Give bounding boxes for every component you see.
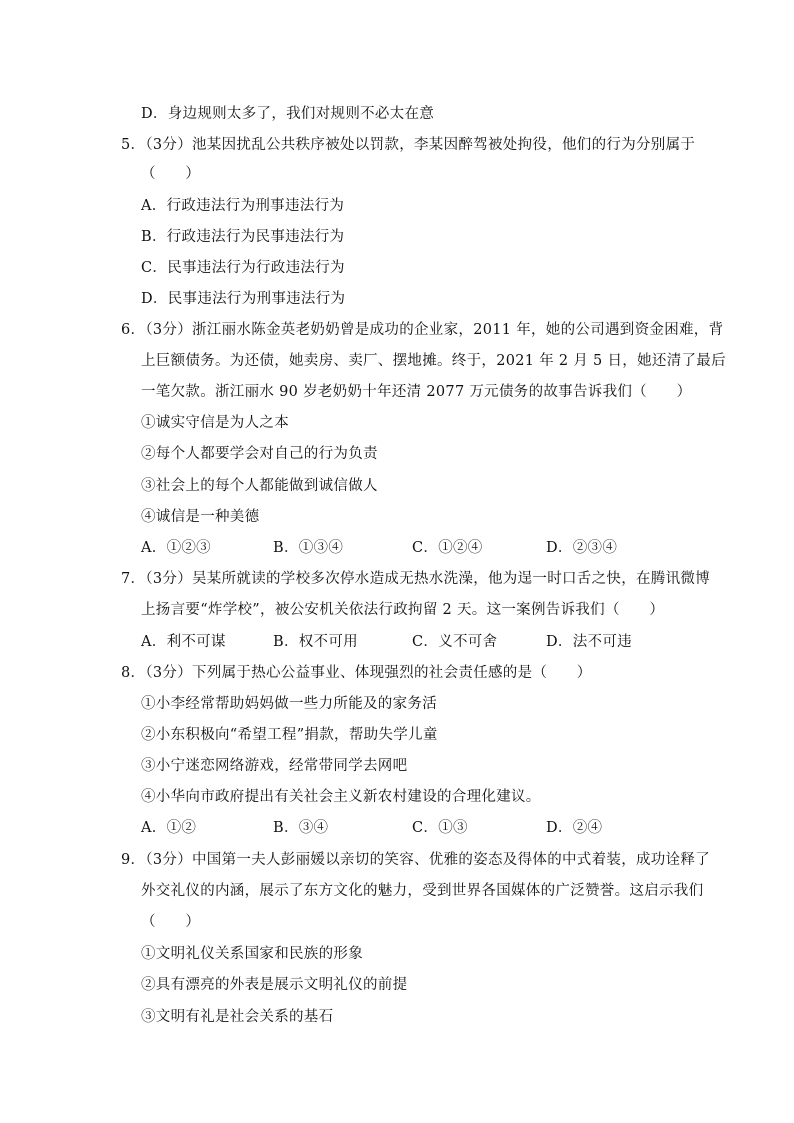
q5-option-d: D．民事违法行为刑事违法行为 [141, 291, 346, 307]
q6-option-c: C．①②④ [412, 540, 483, 556]
q8-option-c: C．①③ [412, 820, 468, 836]
q8-option-b: B．③④ [273, 820, 329, 836]
q9-stem-cont: 外交礼仪的内涵，展示了东方文化的魅力，受到世界各国媒体的广泛赞誉。这启示我们 [141, 883, 704, 899]
q8-statement-1: ①小李经常帮助妈妈做一些力所能及的家务活 [141, 696, 437, 712]
q7-options-row [0, 632, 794, 652]
q7-stem-cont: 上扬言要“炸学校”，被公安机关依法行政拘留 2 天。这一案例告诉我们（ ） [141, 602, 665, 618]
q6-options-row [0, 538, 794, 558]
q6-statement-4: ④诚信是一种美德 [141, 509, 260, 525]
q5-option-a: A．行政违法行为刑事违法行为 [141, 198, 345, 214]
q5-answer-blank: （ ） [141, 166, 201, 182]
q9-stem: 9．（3分）中国第一夫人彭丽媛以亲切的笑容、优雅的姿态及得体的中式着装，成功诠释了 [121, 852, 710, 868]
q5-option-b: B．行政违法行为民事违法行为 [141, 229, 345, 245]
q6-statement-3: ③社会上的每个人都能做到诚信做人 [141, 478, 378, 494]
q8-statement-4: ④小华向市政府提出有关社会主义新农村建设的合理化建议。 [141, 789, 541, 805]
q5-stem: 5．（3分）池某因扰乱公共秩序被处以罚款，李某因醉驾被处拘役，他们的行为分别属于 [121, 137, 696, 153]
q7-stem: 7．（3分）吴某所就读的学校多次停水造成无热水洗澡，他为逞一时口舌之快，在腾讯微博 [121, 571, 710, 587]
q4-option-d: D．身边规则太多了，我们对规则不必太在意 [141, 106, 435, 122]
q8-options-row [0, 818, 794, 838]
q8-stem: 8．（3分）下列属于热心公益事业、体现强烈的社会责任感的是（ ） [121, 665, 592, 681]
q7-option-a: A．利不可谋 [141, 634, 226, 650]
q9-statement-1: ①文明礼仪关系国家和民族的形象 [141, 946, 363, 962]
q6-stem: 6．（3分）浙江丽水陈金英老奶奶曾是成功的企业家，2011 年，她的公司遇到资金困难，背 [121, 322, 724, 338]
q7-option-d: D．法不可违 [546, 634, 632, 650]
q8-statement-2: ②小东积极向“希望工程”捐款，帮助失学儿童 [141, 727, 438, 743]
q7-option-b: B．权不可用 [273, 634, 358, 650]
q9-statement-2: ②具有漂亮的外表是展示文明礼仪的前提 [141, 977, 408, 993]
q7-option-c: C．义不可舍 [412, 634, 498, 650]
q6-statement-1: ①诚实守信是为人之本 [141, 415, 289, 431]
q5-option-c: C．民事违法行为行政违法行为 [141, 260, 345, 276]
q6-statement-2: ②每个人都要学会对自己的行为负责 [141, 446, 378, 462]
q9-statement-3: ③文明有礼是社会关系的基石 [141, 1009, 334, 1025]
q6-stem-cont: 一笔欠款。浙江丽水 90 岁老奶奶十年还清 2077 万元债务的故事告诉我们（ ） [141, 384, 692, 400]
q8-statement-3: ③小宁迷恋网络游戏，经常带同学去网吧 [141, 758, 408, 774]
q8-option-a: A．①② [141, 820, 197, 836]
q6-option-d: D．②③④ [546, 540, 618, 556]
q8-option-d: D．②④ [546, 820, 603, 836]
q6-option-b: B．①③④ [273, 540, 344, 556]
q6-option-a: A．①②③ [141, 540, 211, 556]
q9-answer-blank: （ ） [141, 914, 201, 930]
q6-stem-cont: 上巨额债务。为还债，她卖房、卖厂、摆地摊。终于，2021 年 2 月 5 日，她还清了最后 [141, 353, 726, 369]
